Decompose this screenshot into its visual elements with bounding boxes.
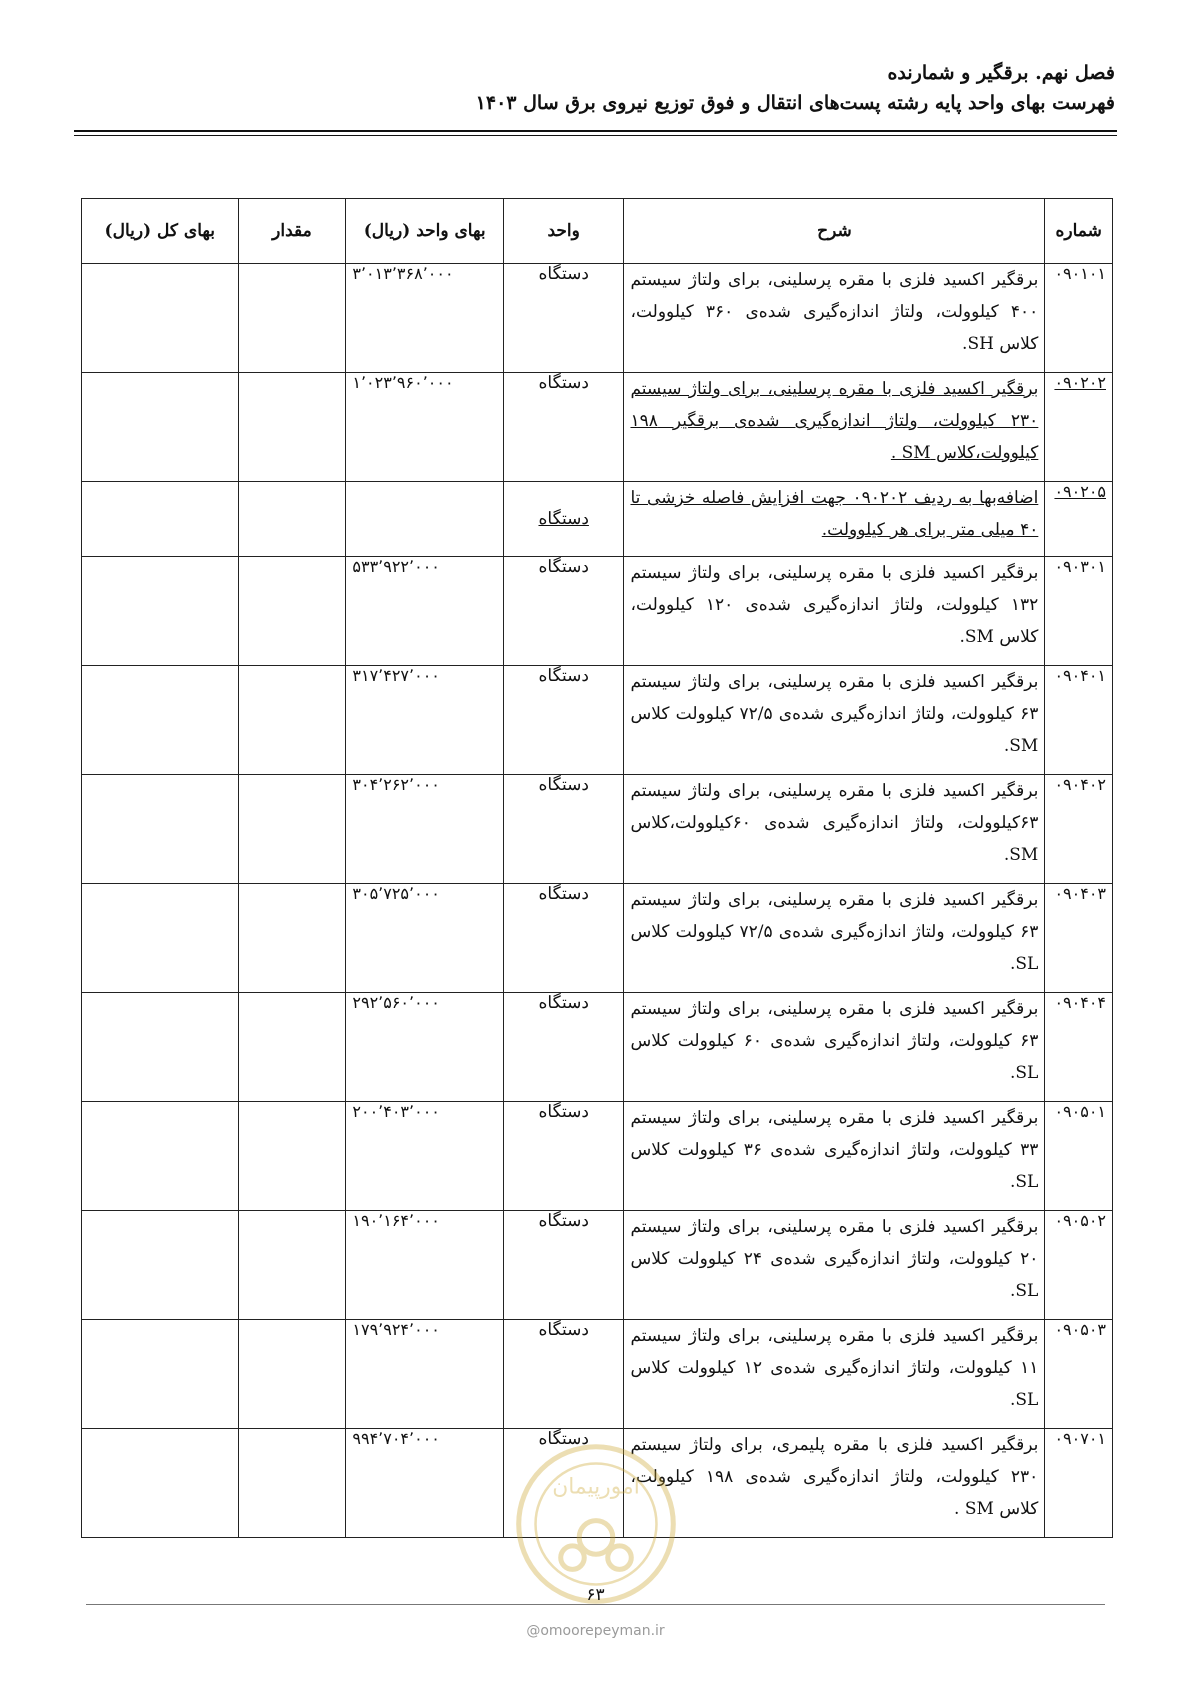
table-row [82,373,1113,482]
row-quantity [238,1320,346,1429]
row-unit-price: ۳۰۴٬۲۶۲٬۰۰۰ [346,775,504,884]
row-description: برقگیر اکسید فلزی با مقره پرسلینی، برای ولتاژ سیستم ۱۱ کیلوولت، ولتاژ اندازه‌گیری شده‌ی ۱۲ کیلوولت کلاس SL. [624,1320,1045,1429]
row-quantity [238,1102,346,1211]
row-description: برقگیر اکسید فلزی با مقره پرسلینی، برای ولتاژ سیستم ۶۳ کیلوولت، ولتاژ اندازه‌گیری شده‌ی ۷۲/۵ کیلوولت کلاس SL. [624,884,1045,993]
row-number: ۰۹۰۴۰۳ [1045,884,1113,993]
row-number: ۰۹۰۲۰۲ [1045,373,1113,482]
row-unit: دستگاه [503,482,624,557]
price-list-table [81,198,1113,1538]
page-header [76,58,1115,118]
row-number: ۰۹۰۴۰۴ [1045,993,1113,1102]
watermark-text: @omoorepeyman.ir [526,1623,665,1639]
row-description: برقگیر اکسید فلزی با مقره پرسلینی، برای ولتاژ سیستم ۳۳ کیلوولت، ولتاژ اندازه‌گیری شده‌ی ۳۶ کیلوولت کلاس SL. [624,1102,1045,1211]
table-row [82,993,1113,1102]
row-total-price [82,884,239,993]
row-number: ۰۹۰۵۰۱ [1045,1102,1113,1211]
row-total-price [82,557,239,666]
row-number: ۰۹۰۲۰۵ [1045,482,1113,557]
row-quantity [238,264,346,373]
row-total-price [82,1429,239,1538]
header-quantity: مقدار [238,199,346,264]
row-description: برقگیر اکسید فلزی با مقره پرسلینی، برای ولتاژ سیستم ۴۰۰ کیلوولت، ولتاژ اندازه‌گیری شده‌ی ۳۶۰ کیلوولت، کلاس SH. [624,264,1045,373]
row-unit: دستگاه [503,1429,624,1538]
row-description: برقگیر اکسید فلزی با مقره پرسلینی، برای ولتاژ سیستم ۶۳کیلوولت، ولتاژ اندازه‌گیری شده‌ی ۶۰کیلوولت،کلاس SM. [624,775,1045,884]
row-number: ۰۹۰۳۰۱ [1045,557,1113,666]
row-total-price [82,1211,239,1320]
table-row [82,482,1113,557]
row-description: برقگیر اکسید فلزی با مقره پرسلینی، برای ولتاژ سیستم ۲۰ کیلوولت، ولتاژ اندازه‌گیری شده‌ی ۲۴ کیلوولت کلاس SL. [624,1211,1045,1320]
row-unit: دستگاه [503,775,624,884]
row-unit-price [346,482,504,557]
table-row [82,1211,1113,1320]
row-unit-price: ۱٬۰۲۳٬۹۶۰٬۰۰۰ [346,373,504,482]
header-rule-thick [74,130,1117,132]
seal-text: امورپیمان [552,1474,640,1500]
row-description: اضافه‌بها به ردیف ۰۹۰۲۰۲ جهت افزایش فاصله خزشی تا ۴۰ میلی متر برای هر کیلوولت. [624,482,1045,557]
row-unit-price: ۳٬۰۱۳٬۳۶۸٬۰۰۰ [346,264,504,373]
seal-watermark-icon [512,1440,680,1608]
row-total-price [82,482,239,557]
row-unit-price: ۹۹۴٬۷۰۴٬۰۰۰ [346,1429,504,1538]
row-unit-price: ۲۰۰٬۴۰۳٬۰۰۰ [346,1102,504,1211]
row-unit: دستگاه [503,1102,624,1211]
row-description: برقگیر اکسید فلزی با مقره پرسلینی، برای ولتاژ سیستم ۶۳ کیلوولت، ولتاژ اندازه‌گیری شده‌ی ۷۲/۵ کیلوولت کلاس SM. [624,666,1045,775]
row-unit: دستگاه [503,264,624,373]
row-number: ۰۹۰۱۰۱ [1045,264,1113,373]
chapter-title: فصل نهم. برقگیر و شمارنده [887,62,1115,84]
row-number: ۰۹۰۴۰۱ [1045,666,1113,775]
row-description: برقگیر اکسید فلزی با مقره پرسلینی، برای ولتاژ سیستم ۲۳۰ کیلوولت، ولتاژ اندازه‌گیری شده‌ی برقگیر ۱۹۸ کیلوولت،کلاس SM . [624,373,1045,482]
row-number: ۰۹۰۵۰۲ [1045,1211,1113,1320]
header-number: شماره [1045,199,1113,264]
row-unit-price: ۱۷۹٬۹۲۴٬۰۰۰ [346,1320,504,1429]
row-total-price [82,775,239,884]
row-description: برقگیر اکسید فلزی با مقره پرسلینی، برای ولتاژ سیستم ۶۳ کیلوولت، ولتاژ اندازه‌گیری شده‌ی ۶۰ کیلوولت کلاس SL. [624,993,1045,1102]
row-quantity [238,666,346,775]
row-unit: دستگاه [503,993,624,1102]
row-total-price [82,666,239,775]
row-quantity [238,775,346,884]
table-row [82,264,1113,373]
table-header-row [82,199,1113,264]
header-total-price: بهای کل (ریال) [82,199,239,264]
row-unit-price: ۵۳۳٬۹۲۲٬۰۰۰ [346,557,504,666]
row-unit: دستگاه [503,1211,624,1320]
row-quantity [238,557,346,666]
row-unit: دستگاه [503,884,624,993]
header-unit: واحد [503,199,624,264]
row-unit-price: ۳۱۷٬۴۲۷٬۰۰۰ [346,666,504,775]
row-unit-price: ۱۹۰٬۱۶۴٬۰۰۰ [346,1211,504,1320]
row-quantity [238,1429,346,1538]
row-total-price [82,1102,239,1211]
header-rule-thin [74,135,1117,136]
row-unit: دستگاه [503,666,624,775]
row-unit: دستگاه [503,1320,624,1429]
row-quantity [238,482,346,557]
row-total-price [82,264,239,373]
row-total-price [82,373,239,482]
row-number: ۰۹۰۴۰۲ [1045,775,1113,884]
row-number: ۰۹۰۵۰۳ [1045,1320,1113,1429]
table-row [82,884,1113,993]
row-quantity [238,993,346,1102]
row-total-price [82,993,239,1102]
row-total-price [82,1320,239,1429]
row-quantity [238,1211,346,1320]
header-description: شرح [624,199,1045,264]
row-description: برقگیر اکسید فلزی با مقره پلیمری، برای ولتاژ سیستم ۲۳۰ کیلوولت، ولتاژ اندازه‌گیری شده‌ی ۱۹۸ کیلوولت، کلاس SM . [624,1429,1045,1538]
row-unit-price: ۳۰۵٬۷۲۵٬۰۰۰ [346,884,504,993]
row-unit: دستگاه [503,557,624,666]
row-unit: دستگاه [503,373,624,482]
table-row [82,557,1113,666]
row-number: ۰۹۰۷۰۱ [1045,1429,1113,1538]
header-unit-price: بهای واحد (ریال) [346,199,504,264]
table-row [82,775,1113,884]
document-subtitle: فهرست بهای واحد پایه رشته پست‌های انتقال و فوق توزیع نیروی برق سال ۱۴۰۳ [475,92,1115,114]
row-description: برقگیر اکسید فلزی با مقره پرسلینی، برای ولتاژ سیستم ۱۳۲ کیلوولت، ولتاژ اندازه‌گیری شده‌ی ۱۲۰ کیلوولت، کلاس SM. [624,557,1045,666]
table-row [82,666,1113,775]
row-quantity [238,884,346,993]
row-unit-price: ۲۹۲٬۵۶۰٬۰۰۰ [346,993,504,1102]
table-row [82,1320,1113,1429]
table-row [82,1102,1113,1211]
page-number: ۶۳ [586,1585,605,1605]
row-quantity [238,373,346,482]
